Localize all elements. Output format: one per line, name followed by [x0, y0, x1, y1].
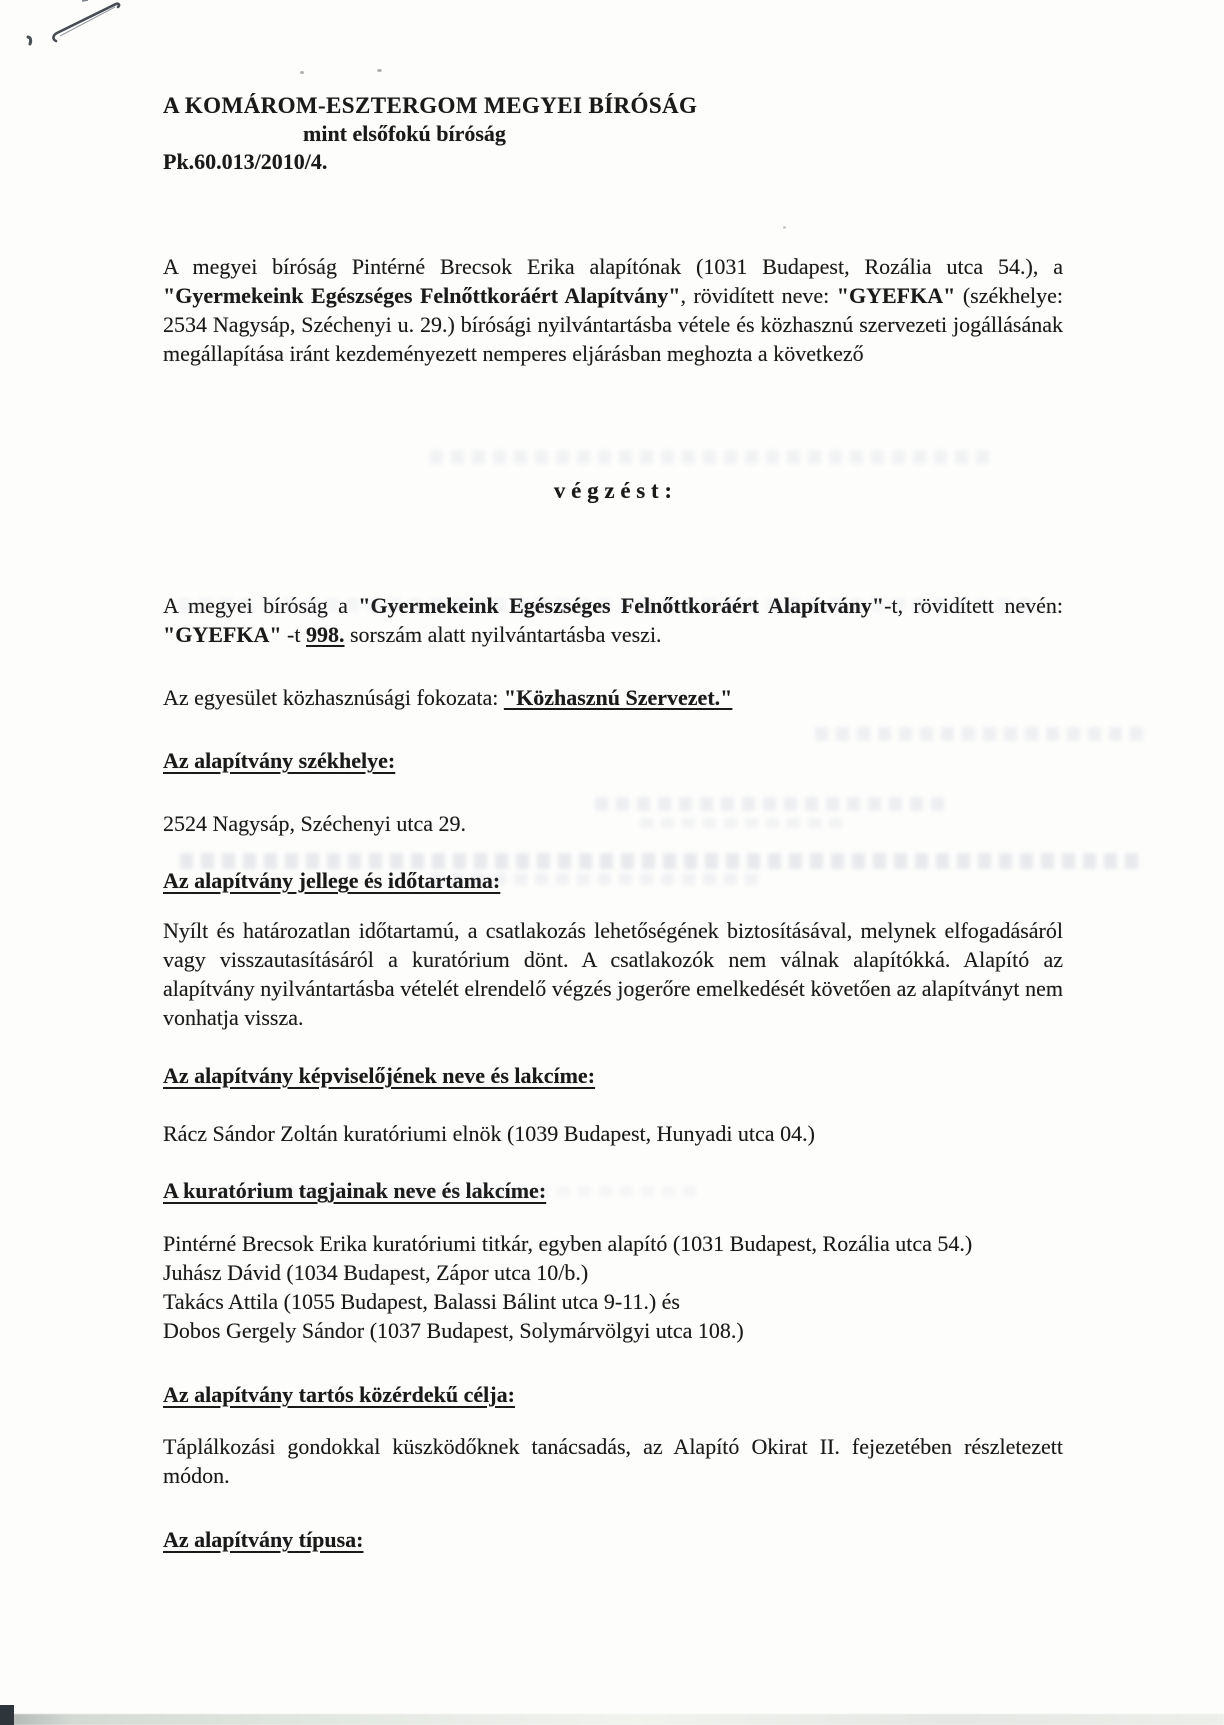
- section-celja: [163, 1380, 1063, 1490]
- section-heading: A kuratórium tagjainak neve és lakcíme:: [163, 1178, 547, 1203]
- section-body-paragraph: Táplálkozási gondokkal küszködőknek tanácsadás, az Alapító Okirat II. fejezetében részletezett módon.: [163, 1434, 1063, 1488]
- section-kepviselo: [163, 1061, 1063, 1148]
- scan-speck: [783, 226, 786, 229]
- scan-speck: [300, 71, 304, 74]
- scan-artifact: [815, 727, 1150, 741]
- section-heading: Az alapítvány jellege és időtartama:: [163, 868, 501, 893]
- scan-artifact: [595, 797, 945, 811]
- board-member-line: Juhász Dávid (1034 Budapest, Zápor utca 10/b.): [163, 1260, 589, 1285]
- section-heading: Az alapítvány típusa:: [163, 1527, 364, 1552]
- court-role: mint elsőfokú bíróság: [303, 121, 506, 146]
- scan-artifact: [430, 873, 765, 885]
- court-header: [163, 92, 1063, 176]
- board-member-line: Pintérné Brecsok Erika kuratóriumi titkár, egyben alapító (1031 Budapest, Rozália utca 54.): [163, 1231, 973, 1256]
- registration-paragraph: A megyei bíróság a "Gyermekeink Egészséges Felnőttkoráért Alapítvány"-t, rövidített nevén: "GYEFKA" -t 998. sorszám alatt nyilvántartásba veszi.: [163, 593, 1063, 647]
- scan-artifact: [640, 818, 850, 828]
- section-heading: Az alapítvány képviselőjének neve és lakcíme:: [163, 1063, 596, 1088]
- section-szekhelye: [163, 746, 1063, 838]
- section-kuratorium: [163, 1176, 1063, 1345]
- intro-paragraph: A megyei bíróság Pintérné Brecsok Erika alapítónak (1031 Budapest, Rozália utca 54.), a "Gyermekeink Egészséges Felnőttkoráért Alapítvány", rövidített neve: "GYEFKA" (székhelye: 2534 Nagysáp, Széchenyi u. 29.) bírósági nyilvántartásba vétele és közhasznú szervezeti jogállásának megállapítása iránt kezdeményezett nemperes eljárásban meghozta a következő: [163, 254, 1064, 366]
- decision-heading: v é g z é s t :: [553, 478, 673, 503]
- court-name: A KOMÁROM-ESZTERGOM MEGYEI BÍRÓSÁG: [163, 93, 698, 118]
- scan-artifact: [178, 598, 1038, 612]
- classification-line: Az egyesület közhasznúsági fokozata: "Közhasznú Szervezet.": [163, 685, 733, 710]
- scan-speck: [377, 69, 382, 72]
- section-tipusa: [163, 1525, 1063, 1554]
- board-member-line: Takács Attila (1055 Budapest, Balassi Bálint utca 9-11.) és: [163, 1289, 680, 1314]
- scan-artifact: [180, 853, 1145, 869]
- pen-mark: [14, 0, 164, 60]
- section-heading: Az alapítvány székhelye:: [163, 748, 396, 773]
- section-heading: Az alapítvány tartós közérdekű célja:: [163, 1382, 515, 1407]
- scan-artifact: [200, 1186, 700, 1197]
- board-member-line: Dobos Gergely Sándor (1037 Budapest, Solymárvölgyi utca 108.): [163, 1318, 744, 1343]
- bottom-scan-edge: [0, 1714, 1224, 1725]
- section-body-paragraph: Nyílt és határozatlan időtartamú, a csatlakozás lehetőségének biztosításával, melynek elfogadásáról vagy visszautasításáról a kuratórium dönt. A csatlakozók nem válnak alapítókká. Alapító az alapítvány nyilvántartásba vételét elrendelő végzés jogerőre emelkedését követően az alapítványt nem vonhatja vissza.: [163, 918, 1063, 1030]
- case-number: Pk.60.013/2010/4.: [163, 149, 328, 174]
- scan-artifact: [430, 450, 990, 464]
- section-body-line: Rácz Sándor Zoltán kuratóriumi elnök (1039 Budapest, Hunyadi utca 04.): [163, 1121, 815, 1146]
- bottom-corner-mark: [0, 1705, 14, 1725]
- section-jellege: [163, 866, 1063, 1032]
- section-body-line: 2524 Nagysáp, Széchenyi utca 29.: [163, 811, 467, 836]
